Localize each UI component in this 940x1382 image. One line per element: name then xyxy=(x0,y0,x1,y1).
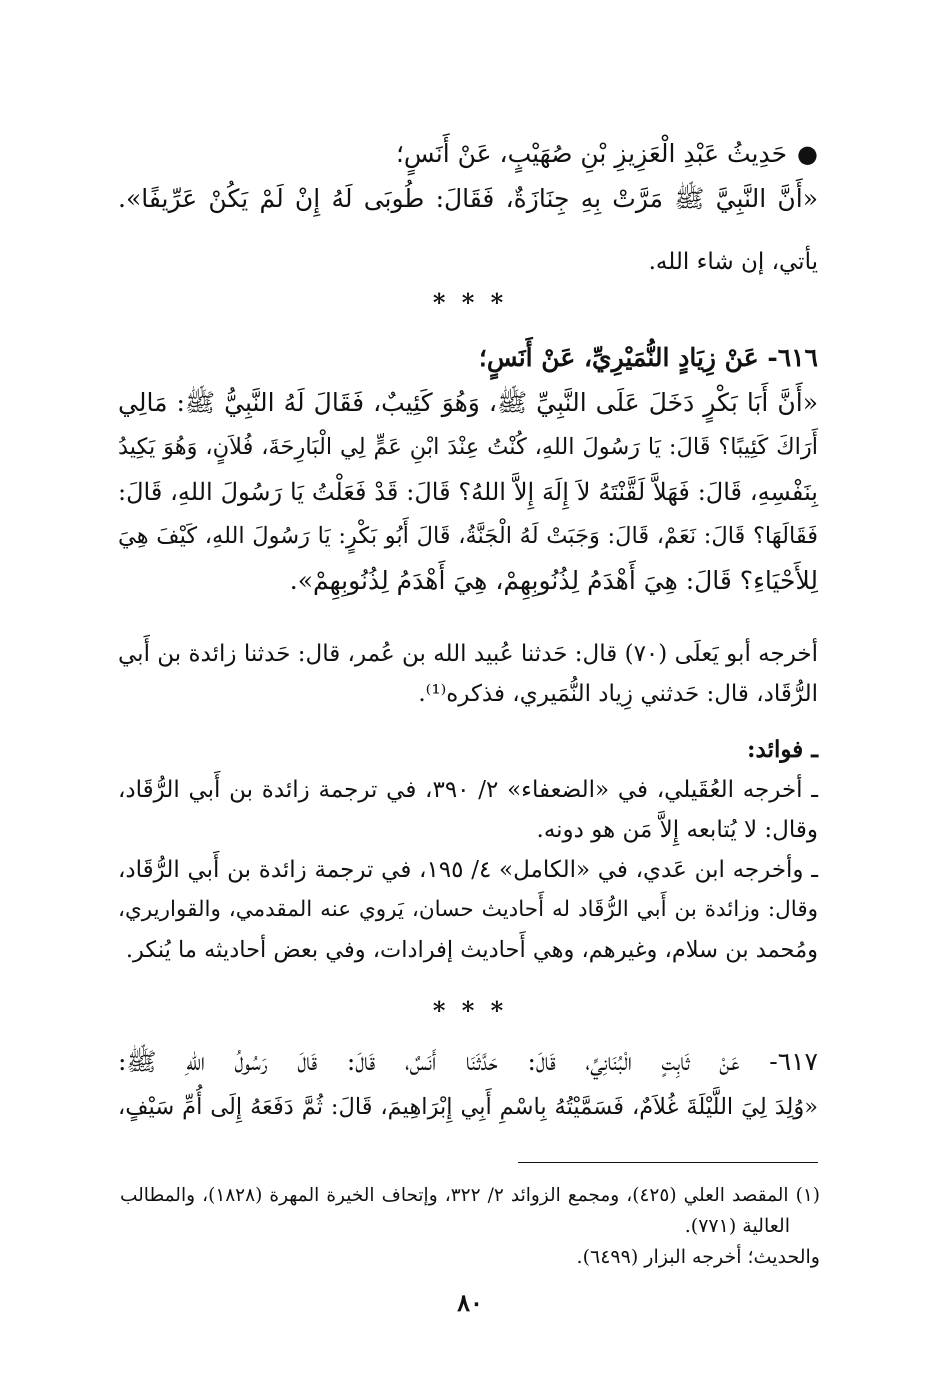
section-a-note-block xyxy=(118,242,818,282)
footnote-divider xyxy=(518,1162,818,1163)
fawaid-line: ـ وأخرجه ابن عَدي، في «الكامل» ٤/ ١٩٥، في ترجمة زائدة بن أَبي الرُّقَاد، xyxy=(118,857,818,883)
hadith-617-line: ٦١٧- عَنْ ثَابِتٍ الْبُنَانِيِّ، قَالَ: حَدَّثَنَا أَنَسٌ، قَالَ: قَالَ رَسُولُ اللهِ ﷺ: xyxy=(118,1047,818,1076)
takhrij-line: أخرجه أبو يَعلَى (٧٠) قال: حَدثنا عُبيد الله بن عُمر، قال: حَدثنا زائدة بن أَبي xyxy=(118,641,818,667)
hadith-616-heading: ٦١٦- عَنْ زِيَادٍ النُّمَيْرِيِّ، عَنْ أَنَسٍ؛ xyxy=(478,343,818,372)
hadith-616-line: أَرَاكَ كَئِيبًا؟ قَالَ: يَا رَسُولَ اللهِ، كُنْتُ عِنْدَ ابْنِ عَمٍّ لِي الْبَارِحَةَ، فُلاَنٍ، وَهُوَ يَكِيدُ xyxy=(118,434,818,460)
fawaid-line: وقال: لا يُتابعه إِلاَّ مَن هو دونه. xyxy=(536,817,818,843)
fawaid-line: ـ أخرجه العُقَيلي، في «الضعفاء» ٢/ ٣٩٠، في ترجمة زائدة بن أَبي الرُّقَاد، xyxy=(118,777,819,803)
section-a-heading: حَدِيثُ عَبْدِ الْعَزِيزِ بْنِ صُهَيْبٍ، عَنْ أَنَسٍ؛ xyxy=(395,139,788,168)
fawaid-line: ومُحمد بن سلام، وغيرهم، وهي أَحاديث إفرادات، وفي بعض أحاديثه ما يُنكر. xyxy=(125,937,818,963)
page-number: ٨٠ xyxy=(457,1288,483,1317)
fawaid-line: وقال: وزائدة بن أَبي الرُّقَاد له أَحاديث حسان، يَروي عنه المقدمي، والقواريري، xyxy=(118,897,818,922)
footnote-line: والحديث؛ أخرجه البزار (٦٤٩٩). xyxy=(576,1246,820,1268)
section-separator: * * * xyxy=(432,996,508,1025)
section-a-hadith: «أَنَّ النَّبِيَّ ﷺ مَرَّتْ بِهِ جِنَازَةٌ، فَقَالَ: طُوبَى لَهُ إِنْ لَمْ يَكُنْ عَرِّيفًا». xyxy=(118,183,818,213)
section-separator: * * * xyxy=(432,288,508,317)
fawaid-section xyxy=(118,730,818,970)
hadith-617-line: «وُلِدَ لِيَ اللَّيْلَةَ غُلاَمٌ، فَسَمَّيْتُهُ بِاسْمِ أَبِي إِبْرَاهِيمَ، قَالَ: ثُمَّ دَفَعَهُ إِلَى أُمِّ سَيْفٍ، xyxy=(118,1093,818,1120)
hadith-616 xyxy=(118,336,818,603)
section-a xyxy=(118,132,818,221)
hadith-616-line: بِنَفْسِهِ، قَالَ: فَهَلاَّ لَقَّنْتَهُ لاَ إِلَهَ إِلاَّ اللهُ؟ قَالَ: قَدْ فَعَلْتُ يَا رَسُولَ اللهِ، قَالَ: xyxy=(118,477,818,506)
hadith-616-line: لِلأَحْيَاءِ؟ قَالَ: هِيَ أَهْدَمُ لِذُنُوبِهِمْ، هِيَ أَهْدَمُ لِذُنُوبِهِمْ». xyxy=(289,565,818,595)
hadith-616-takhrij xyxy=(118,634,818,714)
takhrij-line: الرُّقَاد، قال: حَدثني زِياد النُّمَيري، فذكره⁽¹⁾. xyxy=(418,681,818,707)
bullet-icon: ● xyxy=(797,140,818,168)
footnotes xyxy=(120,1180,820,1273)
section-a-heading-line xyxy=(118,132,818,177)
hadith-617 xyxy=(118,1040,818,1129)
fawaid-heading: ـ فوائد: xyxy=(747,736,818,763)
hadith-616-line: فَقَالَهَا؟ قَالَ: نَعَمْ، قَالَ: وَجَبَتْ لَهُ الْجَنَّةُ، قَالَ أَبُو بَكْرٍ: يَا رَسُولَ اللهِ، كَيْفَ هِيَ xyxy=(118,523,818,549)
footnote-line: العالية (٧٧١). xyxy=(684,1215,790,1237)
hadith-616-line: «أَنَّ أَبَا بَكْرٍ دَخَلَ عَلَى النَّبِيِّ ﷺ، وَهُوَ كَئِيبٌ، فَقَالَ لَهُ النَّبِيُّ ﷺ: مَالِي xyxy=(118,387,818,417)
section-a-note: يأتي، إن شاء الله. xyxy=(648,249,818,275)
footnote-line: (١) المقصد العلي (٤٢٥)، ومجمع الزوائد ٢/ ٣٢٢، وإتحاف الخيرة المهرة (١٨٢٨)، والمطالب xyxy=(120,1185,821,1206)
